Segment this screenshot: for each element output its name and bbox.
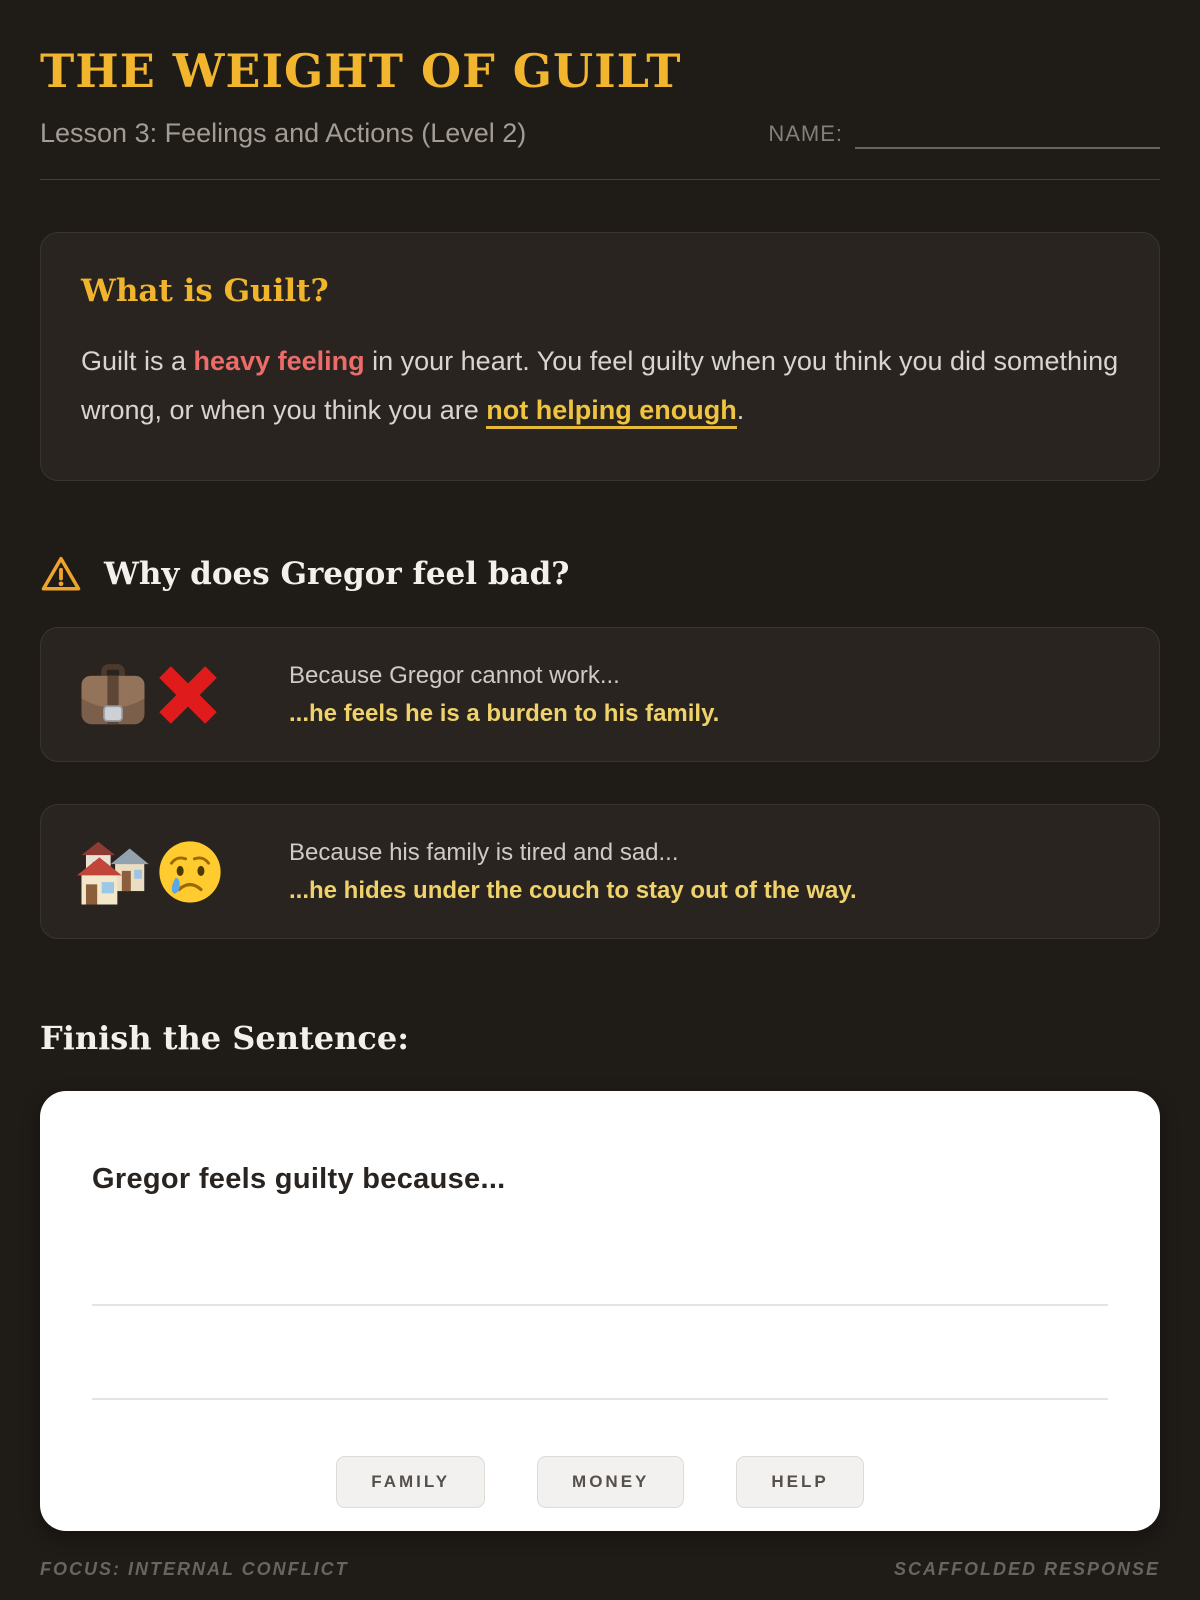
- reason-card-family-icons: [77, 837, 245, 907]
- crying-face-icon: [155, 837, 225, 907]
- reason-card-work-text: [289, 662, 719, 728]
- footer-response-label: SCAFFOLDED RESPONSE: [893, 1559, 1160, 1580]
- definition-card: [40, 232, 1160, 481]
- footer: [40, 1559, 1160, 1580]
- reasons-section-heading: [40, 553, 1160, 595]
- word-bank-button-family[interactable]: FAMILY: [336, 1456, 485, 1508]
- reasons-heading-text: Why does Gregor feel bad?: [104, 556, 570, 593]
- reason-card-family-text: [289, 839, 857, 905]
- cross-mark-icon: [153, 660, 223, 730]
- answer-card: [40, 1091, 1160, 1531]
- sentence-prompt: Gregor feels guilty because...: [92, 1163, 506, 1196]
- name-input-line[interactable]: [855, 119, 1160, 149]
- header-divider: [40, 179, 1160, 180]
- reason-card-family: [40, 804, 1160, 939]
- footer-focus-label: FOCUS: INTERNAL CONFLICT: [40, 1559, 349, 1580]
- houses-icon: [77, 837, 151, 907]
- reason-work-line1: Because Gregor cannot work...: [289, 661, 620, 689]
- word-bank-button-help[interactable]: HELP: [736, 1456, 863, 1508]
- header: [40, 44, 1160, 180]
- reason-family-line2: ...he hides under the couch to stay out of the way.: [289, 876, 857, 904]
- lesson-subtitle: Lesson 3: Feelings and Actions (Level 2): [40, 118, 527, 148]
- definition-text-before: Guilt is a: [81, 346, 194, 376]
- writing-line-2[interactable]: [92, 1398, 1108, 1400]
- highlight-not-helping: not helping enough: [486, 395, 736, 429]
- exercise-heading: Finish the Sentence:: [40, 1019, 410, 1058]
- definition-text: [81, 337, 1119, 434]
- writing-line-1[interactable]: [92, 1304, 1108, 1306]
- name-field-group: [768, 119, 1160, 149]
- highlight-heavy-feeling: heavy feeling: [193, 346, 365, 376]
- briefcase-icon: [77, 661, 149, 729]
- reason-card-work: [40, 627, 1160, 762]
- subheader-row: [40, 118, 1160, 149]
- reason-family-line1: Because his family is tired and sad...: [289, 838, 679, 866]
- warning-triangle-icon: [40, 553, 82, 595]
- word-bank-button-money[interactable]: MONEY: [537, 1456, 684, 1508]
- definition-heading: What is Guilt?: [81, 273, 329, 309]
- name-label: NAME:: [768, 121, 843, 146]
- reason-card-work-icons: [77, 660, 245, 730]
- definition-text-middle: in your heart. You feel guilty when you think you did something wrong, or when you think you are: [81, 346, 1119, 425]
- word-bank: [92, 1456, 1108, 1508]
- definition-text-after: .: [736, 394, 745, 425]
- page-title: THE WEIGHT OF GUILT: [40, 44, 682, 98]
- reason-work-line2: ...he feels he is a burden to his family.: [289, 699, 720, 727]
